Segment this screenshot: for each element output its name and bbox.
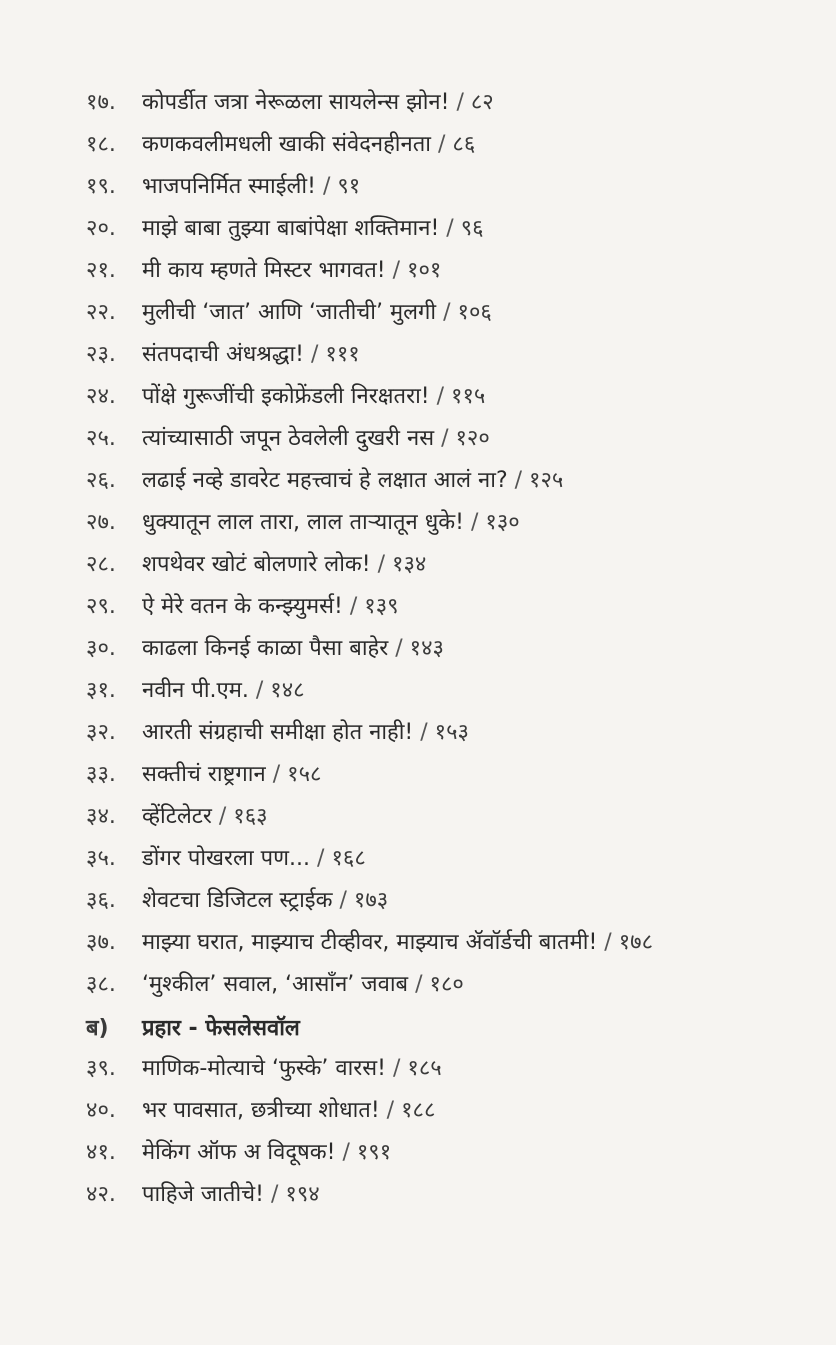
- entry-title: मी काय म्हणते मिस्टर भागवत!: [142, 258, 386, 283]
- entry-number: २०.: [86, 216, 116, 241]
- entry-separator: /: [514, 468, 523, 493]
- entry-page-number: १४८: [270, 678, 305, 703]
- entry-separator: /: [420, 720, 428, 745]
- entry-title: भाजपनिर्मित स्माईली!: [142, 174, 316, 199]
- entry-page-number: १६३: [233, 804, 268, 829]
- entry-title: भर पावसात, छत्रीच्या शोधात!: [142, 1098, 380, 1123]
- entry-page-number: ९६: [460, 216, 484, 241]
- entry-title: शेवटचा डिजिटल स्ट्राईक: [142, 888, 333, 913]
- entry-separator: /: [436, 384, 445, 409]
- entry-separator: /: [349, 594, 358, 619]
- toc-entry: [86, 964, 806, 1006]
- toc-entry: [86, 166, 806, 208]
- entry-title: माझे बाबा तुझ्या बाबांपेक्षा शक्तिमान!: [142, 216, 440, 241]
- entry-page-number: १५३: [434, 720, 469, 745]
- entry-number: ३४.: [86, 804, 116, 829]
- entry-number: ४२.: [86, 1182, 116, 1207]
- toc-entry: [86, 754, 806, 796]
- toc-entry: [86, 334, 806, 376]
- toc-entry: [86, 124, 806, 166]
- entry-number: ३५.: [86, 846, 116, 871]
- entry-title: कोपर्डीत जत्रा नेरूळला सायलेन्स झोन!: [142, 90, 450, 115]
- toc-entry: [86, 1048, 806, 1090]
- entry-number: २८.: [86, 552, 116, 577]
- entry-separator: /: [443, 300, 451, 325]
- toc-entry: [86, 586, 806, 628]
- toc-entry: [86, 502, 806, 544]
- entry-page-number: १६८: [331, 846, 366, 871]
- toc-entry: [86, 670, 806, 712]
- entry-separator: /: [272, 762, 281, 787]
- entry-title: व्हेंटिलेटर: [142, 804, 212, 829]
- entry-separator: /: [470, 510, 479, 535]
- entry-page-number: १३०: [485, 510, 520, 535]
- entry-number: २५.: [86, 426, 116, 451]
- toc-entry: [86, 292, 806, 334]
- entry-page-number: १२०: [455, 426, 490, 451]
- entry-number: २६.: [86, 468, 116, 493]
- section-title: प्रहार - फेसलेसवॉल: [142, 1016, 300, 1041]
- entry-page-number: ८६: [452, 132, 476, 157]
- toc-entry: [86, 712, 806, 754]
- entry-separator: /: [218, 804, 227, 829]
- entry-number: ३९.: [86, 1056, 116, 1081]
- entry-separator: /: [322, 174, 331, 199]
- entry-page-number: १५८: [287, 762, 322, 787]
- entry-page-number: १०६: [457, 300, 492, 325]
- entry-number: १८.: [86, 132, 116, 157]
- entry-number: ३१.: [86, 678, 116, 703]
- entry-page-number: १३४: [392, 552, 427, 577]
- entry-title: संतपदाची अंधश्रद्धा!: [142, 342, 304, 367]
- entry-page-number: १७८: [618, 930, 654, 955]
- toc-list-part-a: [86, 82, 806, 1006]
- entry-page-number: ९१: [337, 174, 361, 199]
- section-marker: ब): [86, 1016, 109, 1041]
- entry-title: ऐ मेरे वतन के कन्झ्युमर्स!: [142, 594, 343, 619]
- entry-title: डोंगर पोखरला पण...: [142, 846, 311, 871]
- entry-separator: /: [395, 636, 403, 661]
- entry-separator: /: [310, 342, 319, 367]
- entry-number: ३६.: [86, 888, 116, 913]
- entry-title: शपथेवर खोटं बोलणारे लोक!: [142, 552, 371, 577]
- entry-page-number: १९१: [356, 1140, 392, 1165]
- section-heading-b: [86, 1006, 806, 1048]
- table-of-contents: [86, 82, 806, 1216]
- entry-title: पाहिजे जातीचे!: [142, 1182, 264, 1207]
- toc-entry: [86, 82, 806, 124]
- entry-title: मुलीची ‘जात’ आणि ‘जातीची’ मुलगी: [142, 300, 437, 325]
- entry-separator: /: [604, 930, 612, 955]
- entry-separator: /: [270, 1182, 279, 1207]
- entry-page-number: १८५: [407, 1056, 442, 1081]
- entry-title: सक्तीचं राष्ट्रगान: [142, 762, 266, 787]
- entry-page-number: १९४: [285, 1182, 320, 1207]
- entry-number: ३०.: [86, 636, 116, 661]
- entry-number: ३३.: [86, 762, 116, 787]
- entry-title: त्यांच्यासाठी जपून ठेवलेली दुखरी नस: [142, 426, 435, 451]
- entry-number: २३.: [86, 342, 116, 367]
- entry-number: ४०.: [86, 1098, 116, 1123]
- entry-separator: /: [377, 552, 386, 577]
- entry-separator: /: [392, 258, 401, 283]
- toc-entry: [86, 376, 806, 418]
- entry-page-number: १०१: [407, 258, 442, 283]
- toc-entry: [86, 1174, 806, 1216]
- entry-title: कणकवलीमधली खाकी संवेदनहीनता: [142, 132, 431, 157]
- toc-entry: [86, 208, 806, 250]
- toc-entry: [86, 544, 806, 586]
- entry-page-number: १११: [325, 342, 360, 367]
- toc-entry: [86, 1132, 806, 1174]
- entry-title: पोंक्षे गुरूजींची इकोफ्रेंडली निरक्षतरा!: [142, 384, 430, 409]
- entry-number: ३८.: [86, 972, 116, 997]
- toc-entry: [86, 250, 806, 292]
- entry-page-number: १४३: [409, 636, 444, 661]
- entry-separator: /: [437, 132, 446, 157]
- toc-entry: [86, 1090, 806, 1132]
- entry-number: १७.: [86, 90, 116, 115]
- entry-separator: /: [317, 846, 325, 871]
- toc-entry: [86, 628, 806, 670]
- entry-title: मेकिंग ऑफ अ विदूषक!: [142, 1140, 336, 1165]
- entry-page-number: १२५: [529, 468, 564, 493]
- entry-page-number: १७३: [353, 888, 389, 913]
- entry-page-number: ११५: [451, 384, 486, 409]
- entry-title: आरती संग्रहाची समीक्षा होत नाही!: [142, 720, 414, 745]
- toc-entry: [86, 880, 806, 922]
- entry-number: २९.: [86, 594, 116, 619]
- entry-number: ३७.: [86, 930, 116, 955]
- entry-separator: /: [339, 888, 347, 913]
- entry-separator: /: [342, 1140, 350, 1165]
- entry-number: ३२.: [86, 720, 116, 745]
- entry-number: २७.: [86, 510, 116, 535]
- entry-number: २१.: [86, 258, 116, 283]
- entry-title: माणिक-मोत्याचे ‘फुस्के’ वारस!: [142, 1056, 386, 1081]
- entry-number: २४.: [86, 384, 116, 409]
- entry-title: लढाई नव्हे डावरेट महत्त्वाचं हे लक्षात आलं ना?: [142, 468, 508, 493]
- entry-page-number: ८२: [470, 90, 494, 115]
- entry-title: माझ्या घरात, माझ्याच टीव्हीवर, माझ्याच ॲवॉर्डची बातमी!: [142, 930, 598, 955]
- entry-number: २२.: [86, 300, 116, 325]
- toc-list-part-b: [86, 1048, 806, 1216]
- toc-entry: [86, 418, 806, 460]
- entry-separator: /: [456, 90, 464, 115]
- entry-title: ‘मुश्कील’ सवाल, ‘आसाँन’ जवाब: [142, 972, 409, 997]
- entry-separator: /: [441, 426, 449, 451]
- toc-entry: [86, 796, 806, 838]
- entry-separator: /: [255, 678, 264, 703]
- entry-number: १९.: [86, 174, 116, 199]
- entry-separator: /: [415, 972, 423, 997]
- entry-page-number: १८८: [401, 1098, 436, 1123]
- entry-title: धुक्यातून लाल तारा, लाल ताऱ्यातून धुके!: [142, 510, 464, 535]
- entry-separator: /: [392, 1056, 401, 1081]
- toc-entry: [86, 460, 806, 502]
- toc-entry: [86, 838, 806, 880]
- entry-separator: /: [386, 1098, 395, 1123]
- entry-number: ४१.: [86, 1140, 116, 1165]
- entry-page-number: १३९: [364, 594, 399, 619]
- toc-entry: [86, 922, 806, 964]
- entry-page-number: १८०: [429, 972, 464, 997]
- entry-separator: /: [446, 216, 454, 241]
- entry-title: काढला किनई काळा पैसा बाहेर: [142, 636, 389, 661]
- entry-title: नवीन पी.एम.: [142, 678, 249, 703]
